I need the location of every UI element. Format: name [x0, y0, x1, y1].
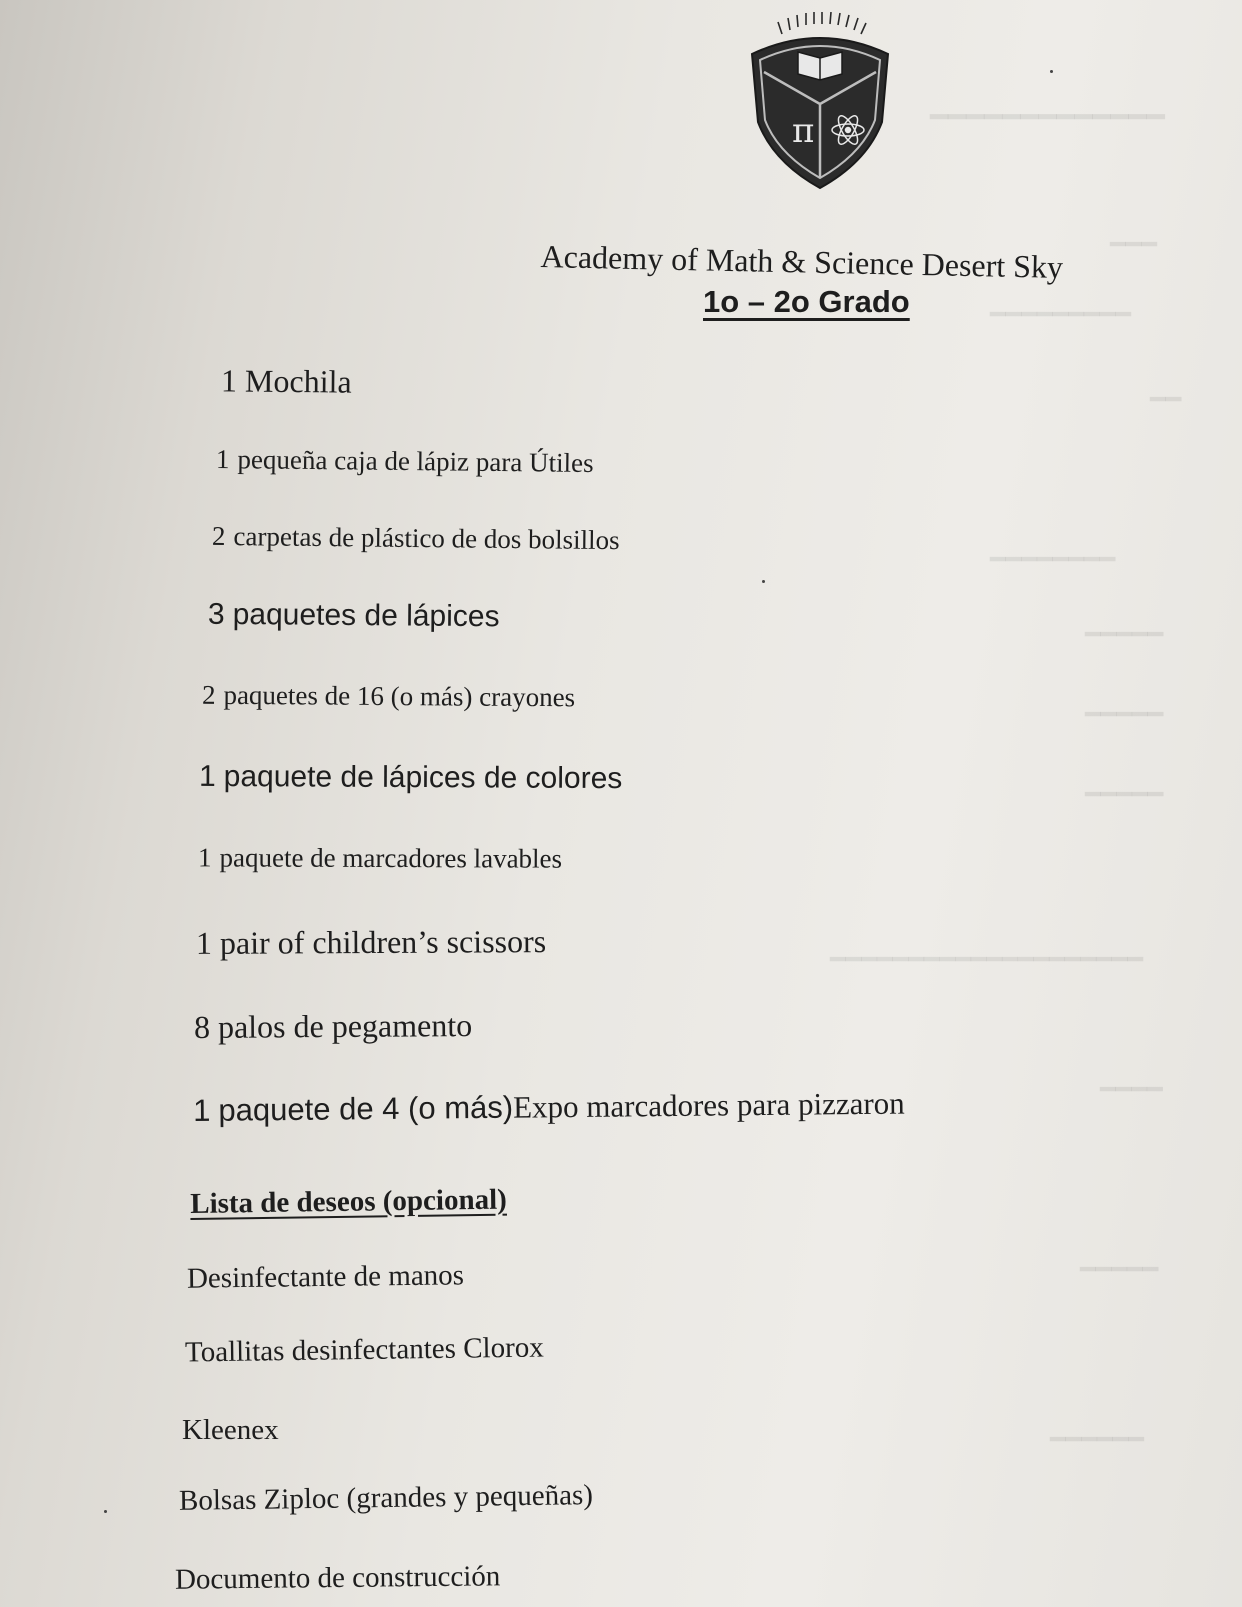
bleed-through-decoration: ━━ — [1150, 385, 1182, 414]
speck-decoration — [1050, 70, 1053, 73]
bleed-through-decoration: ━━━━━ — [1085, 780, 1164, 809]
list-item: Desinfectante de manos — [186, 1259, 465, 1295]
svg-text:π: π — [792, 111, 815, 151]
bleed-through-decoration: ━━━━━━━━━ — [990, 300, 1131, 329]
list-item: 2 paquetes de 16 (o más) crayones — [201, 679, 576, 713]
list-item: Documento de construcción — [174, 1560, 501, 1596]
school-crest-icon — [742, 12, 898, 192]
bleed-through-decoration: ━━━━━━━━━━━━━ — [930, 101, 1165, 134]
list-item: Bolsas Ziploc (grandes y pequeñas) — [178, 1479, 594, 1517]
bleed-through-decoration: ━━━━━━━━ — [990, 545, 1116, 574]
list-item: 1 paquete de lápices de colores — [198, 759, 623, 796]
list-item: 1 paquete de marcadores lavables — [197, 842, 563, 874]
speck-decoration — [762, 580, 765, 583]
bleed-through-decoration: ━━━━━ — [1085, 620, 1164, 649]
list-item: 1 pequeña caja de lápiz para Útiles — [215, 444, 594, 478]
list-item: 2 carpetas de plástico de dos bolsillos — [211, 520, 620, 556]
bleed-through-decoration: ━━━━━ — [1085, 700, 1164, 729]
speck-decoration — [104, 1510, 107, 1513]
list-item: 3 paquetes de lápices — [207, 597, 500, 634]
grade-title: 1o – 2o Grado — [703, 284, 910, 319]
wish-list-title: Lista de deseos (opcional) — [190, 1183, 508, 1220]
list-item: 1 pair of children’s scissors — [195, 923, 547, 961]
bleed-through-decoration: ━━━ — [1110, 230, 1157, 259]
bleed-through-decoration: ━━━━ — [1100, 1075, 1163, 1104]
list-item: 8 palos de pegamento — [193, 1007, 473, 1045]
list-item: 1 paquete de 4 (o más)Expo marcadores para pizzaron — [193, 1085, 905, 1128]
list-item: Kleenex — [182, 1414, 279, 1446]
list-item: 1 Mochila — [220, 362, 352, 400]
bleed-through-decoration: ━━━━━━ — [1050, 1425, 1144, 1454]
bleed-through-decoration: ━━━━━ — [1080, 1255, 1159, 1284]
bleed-through-decoration: ━━━━━━━━━━━━━━━━━━━━ — [830, 945, 1144, 974]
school-name: Academy of Math & Science Desert Sky — [540, 238, 1064, 285]
list-item: Toallitas desinfectantes Clorox — [184, 1331, 544, 1369]
